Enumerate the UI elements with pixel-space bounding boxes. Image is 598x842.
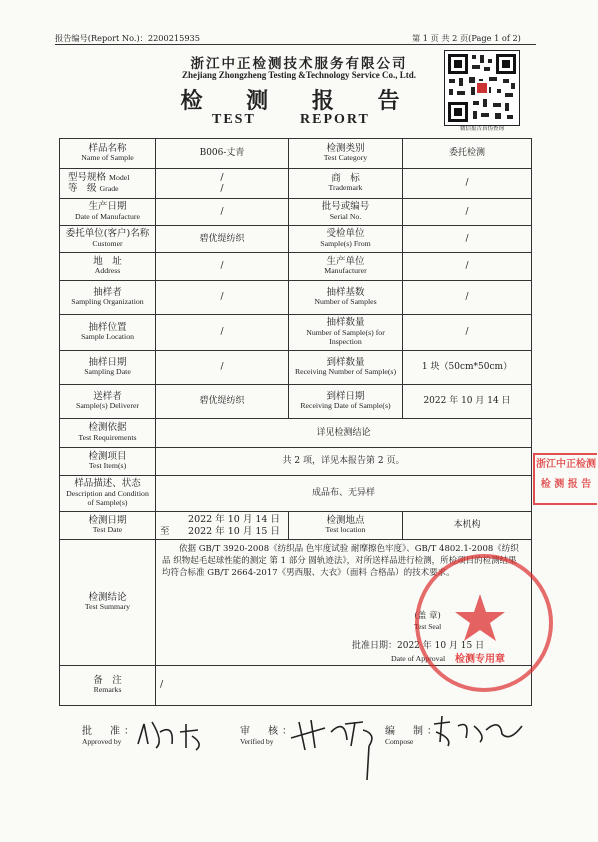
test-req-value: 详见检测结论 — [156, 419, 532, 448]
approval-date: 批准日期：2022 年 10 月 15 日 Date of Approval — [352, 641, 485, 663]
test-category-value: 委托检测 — [403, 139, 532, 169]
sample-name-label: 样品名称 Name of Sample — [60, 139, 156, 169]
description-label: 样品描述、状态 Description and Condition of Sample(s) — [60, 476, 156, 512]
deliverer-value: 碧优缇纺织 — [156, 385, 289, 419]
address-value: / — [156, 253, 289, 281]
verified-signature — [285, 710, 385, 782]
test-location-label: 检测地点 Test location — [289, 512, 403, 540]
serial-no-label: 批号或编号 Serial No. — [289, 199, 403, 226]
sampling-date-value: / — [156, 351, 289, 385]
summary-text: 依据 GB/T 3920-2008《纺织品 色牢度试验 耐摩擦色牢度》、GB/T 4802.1-2008《纺织品 织物起毛起球性能的测定 第 1 部分 圆轨迹法》，对所送样品进行检测，所检项目的检测结果均符合标准 GB/T 2664-2017《男西服、大衣》（面料 合格品）的技术要求。 — [162, 544, 519, 579]
sampling-org-label: 抽样者 Sampling Organization — [60, 281, 156, 315]
num-samples-value: / — [403, 281, 532, 315]
sample-location-label: 抽样位置 Sample Location — [60, 315, 156, 351]
serial-no-value: / — [403, 199, 532, 226]
sampling-org-value: / — [156, 281, 289, 315]
remarks-label: 备 注 Remarks — [60, 666, 156, 706]
customer-label: 委托单位(客户)名称 Customer — [60, 226, 156, 253]
address-label: 地 址 Address — [60, 253, 156, 281]
approved-signature — [130, 714, 215, 754]
remarks-value: / — [156, 666, 532, 706]
mfg-date-value: / — [156, 199, 289, 226]
receiving-date-value: 2022 年 10 月 14 日 — [403, 385, 532, 419]
report-title-en-left: TEST — [212, 112, 256, 127]
customer-value: 碧优缇纺织 — [156, 226, 289, 253]
sample-from-value: / — [403, 226, 532, 253]
deliverer-label: 送样者 Sample(s) Deliverer — [60, 385, 156, 419]
compose: 编 制： Compose — [385, 726, 441, 746]
test-seal-icon: 检测专用章 — [415, 554, 553, 692]
num-inspection-label: 抽样数量 Number of Sample(s) for Inspection — [289, 315, 403, 351]
company-name-en: Zhejiang Zhongzheng Testing &Technology Service Co., Ltd. — [182, 70, 416, 80]
summary-label: 检测结论 Test Summary — [60, 540, 156, 666]
compose-signature — [430, 712, 535, 752]
test-date-label: 检测日期 Test Date — [60, 512, 156, 540]
report-number: 报告编号(Report No.)：2200215935 — [55, 33, 200, 43]
manufacturer-value: / — [403, 253, 532, 281]
side-stamp: 浙江中正检测 检 测 报 告 — [533, 453, 597, 505]
manufacturer-label: 生产单位 Manufacturer — [289, 253, 403, 281]
signature-row — [80, 722, 540, 782]
test-items-label: 检测项目 Test Item(s) — [60, 448, 156, 476]
test-items-value: 共 2 项，详见本报告第 2 页。 — [156, 448, 532, 476]
sampling-date-label: 抽样日期 Sampling Date — [60, 351, 156, 385]
sample-name-value: B006-丈青 — [156, 139, 289, 169]
num-inspection-value: / — [403, 315, 532, 351]
report-title-cn: 检 测 报 告 — [180, 88, 418, 114]
receiving-num-value: 1 块（50cm*50cm） — [403, 351, 532, 385]
seal-caption: (盖 章) Test Seal — [414, 611, 442, 632]
model-grade-value: / / — [156, 169, 289, 199]
qr-caption: 微信报告真伪查询 — [459, 126, 504, 132]
model-grade-label: 型号规格 Model 等 级 Grade — [60, 169, 156, 199]
receiving-num-label: 到样数量 Receiving Number of Sample(s) — [289, 351, 403, 385]
header-rule — [55, 44, 536, 45]
trademark-value: / — [403, 169, 532, 199]
page-info: 第 1 页 共 2 页(Page 1 of 2) — [412, 33, 521, 43]
qr-code-icon[interactable] — [444, 50, 520, 126]
mfg-date-label: 生产日期 Date of Manufacture — [60, 199, 156, 226]
description-value: 成品布、无异样 — [156, 476, 532, 512]
report-title-en-right: REPORT — [300, 112, 370, 127]
trademark-label: 商 标 Trademark — [289, 169, 403, 199]
sample-from-label: 受检单位 Sample(s) From — [289, 226, 403, 253]
approved-by: 批 准： Approved by — [82, 726, 138, 746]
num-samples-label: 抽样基数 Number of Samples — [289, 281, 403, 315]
verified-by: 审 核： Verified by — [240, 726, 296, 746]
test-location-value: 本机构 — [403, 512, 532, 540]
test-date-value: 2022 年 10 月 14 日 至 2022 年 10 月 15 日 — [156, 512, 289, 540]
test-req-label: 检测依据 Test Requirements — [60, 419, 156, 448]
company-name-cn: 浙江中正检测技术服务有限公司 — [190, 56, 408, 72]
sample-location-value: / — [156, 315, 289, 351]
receiving-date-label: 到样日期 Receiving Date of Sample(s) — [289, 385, 403, 419]
test-category-label: 检测类别 Test Category — [289, 139, 403, 169]
